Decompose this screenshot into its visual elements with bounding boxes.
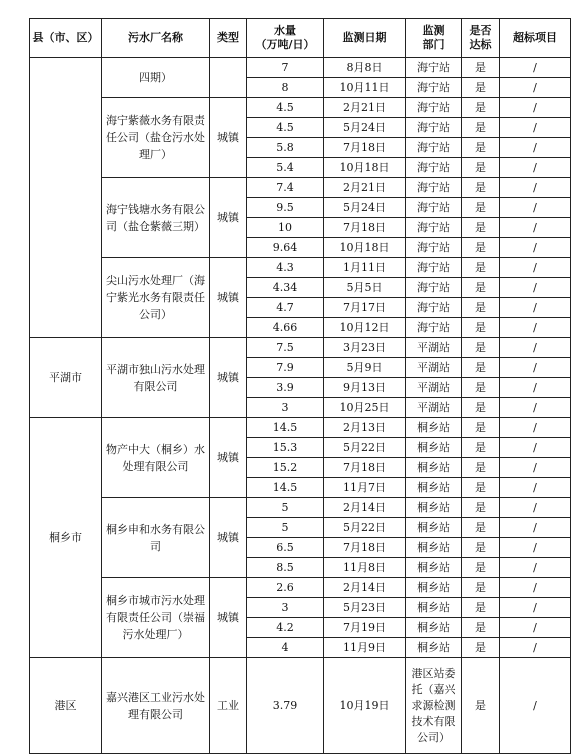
compliant-cell: 是 [462, 618, 500, 638]
plant-type-cell: 城镇 [210, 418, 247, 498]
water-volume-cell: 14.5 [247, 478, 324, 498]
water-volume-cell: 15.2 [247, 458, 324, 478]
water-volume-cell: 7.9 [247, 358, 324, 378]
monitoring-dept-cell: 平湖站 [406, 378, 462, 398]
exceeded-items-cell: / [500, 398, 571, 418]
monitoring-date-cell: 11月7日 [324, 478, 406, 498]
header-water-volume: 水量 （万吨/日） [247, 19, 324, 58]
monitoring-date-cell: 8月8日 [324, 58, 406, 78]
header-exceeded-items: 超标项目 [500, 19, 571, 58]
water-volume-cell: 6.5 [247, 538, 324, 558]
plant-type-cell: 城镇 [210, 258, 247, 338]
plant-name-cell: 物产中大（桐乡）水处理有限公司 [102, 418, 210, 498]
monitoring-dept-cell: 海宁站 [406, 178, 462, 198]
monitoring-dept-cell: 桐乡站 [406, 498, 462, 518]
header-compliant: 是否 达标 [462, 19, 500, 58]
compliant-cell: 是 [462, 218, 500, 238]
exceeded-items-cell: / [500, 158, 571, 178]
table-row [30, 578, 571, 598]
water-volume-cell: 2.6 [247, 578, 324, 598]
compliant-cell: 是 [462, 418, 500, 438]
monitoring-date-cell: 2月21日 [324, 178, 406, 198]
monitoring-dept-cell: 海宁站 [406, 278, 462, 298]
compliant-cell: 是 [462, 198, 500, 218]
water-volume-cell: 8 [247, 78, 324, 98]
exceeded-items-cell: / [500, 138, 571, 158]
water-volume-cell: 3 [247, 398, 324, 418]
monitoring-date-cell: 5月22日 [324, 438, 406, 458]
water-volume-cell: 7 [247, 58, 324, 78]
exceeded-items-cell: / [500, 318, 571, 338]
county-cell [30, 58, 102, 338]
plant-name-cell: 四期） [102, 58, 210, 98]
monitoring-date-cell: 7月18日 [324, 538, 406, 558]
compliant-cell: 是 [462, 318, 500, 338]
monitoring-dept-cell: 桐乡站 [406, 598, 462, 618]
monitoring-date-cell: 2月14日 [324, 498, 406, 518]
compliant-cell: 是 [462, 458, 500, 478]
exceeded-items-cell: / [500, 518, 571, 538]
compliant-cell: 是 [462, 78, 500, 98]
monitoring-date-cell: 5月24日 [324, 118, 406, 138]
exceeded-items-cell: / [500, 438, 571, 458]
exceeded-items-cell: / [500, 538, 571, 558]
plant-name-cell: 海宁钱塘水务有限公司（盐仓紫薇三期） [102, 178, 210, 258]
monitoring-date-cell: 10月11日 [324, 78, 406, 98]
monitoring-dept-cell: 海宁站 [406, 78, 462, 98]
compliant-cell: 是 [462, 278, 500, 298]
exceeded-items-cell: / [500, 238, 571, 258]
monitoring-dept-cell: 平湖站 [406, 338, 462, 358]
county-cell: 桐乡市 [30, 418, 102, 658]
compliant-cell: 是 [462, 298, 500, 318]
exceeded-items-cell: / [500, 358, 571, 378]
water-volume-cell: 4.2 [247, 618, 324, 638]
exceeded-items-cell: / [500, 418, 571, 438]
monitoring-dept-cell: 桐乡站 [406, 478, 462, 498]
monitoring-dept-cell: 海宁站 [406, 158, 462, 178]
header-type: 类型 [210, 19, 247, 58]
table-row [30, 58, 571, 78]
monitoring-date-cell: 10月19日 [324, 658, 406, 754]
water-volume-cell: 10 [247, 218, 324, 238]
plant-type-cell: 城镇 [210, 338, 247, 418]
exceeded-items-cell: / [500, 198, 571, 218]
monitoring-date-cell: 3月23日 [324, 338, 406, 358]
compliant-cell: 是 [462, 98, 500, 118]
plant-name-cell: 桐乡市城市污水处理有限责任公司（崇福污水处理厂） [102, 578, 210, 658]
exceeded-items-cell: / [500, 378, 571, 398]
exceeded-items-cell: / [500, 598, 571, 618]
compliant-cell: 是 [462, 658, 500, 754]
compliant-cell: 是 [462, 638, 500, 658]
monitoring-dept-cell: 海宁站 [406, 118, 462, 138]
monitoring-dept-cell: 海宁站 [406, 98, 462, 118]
header-monitoring-dept: 监测 部门 [406, 19, 462, 58]
compliant-cell: 是 [462, 438, 500, 458]
water-volume-cell: 9.64 [247, 238, 324, 258]
water-volume-cell: 5.8 [247, 138, 324, 158]
monitoring-date-cell: 2月14日 [324, 578, 406, 598]
monitoring-date-cell: 10月25日 [324, 398, 406, 418]
compliant-cell: 是 [462, 358, 500, 378]
monitoring-date-cell: 7月18日 [324, 138, 406, 158]
water-volume-cell: 5 [247, 498, 324, 518]
exceeded-items-cell: / [500, 458, 571, 478]
water-volume-cell: 4.3 [247, 258, 324, 278]
monitoring-date-cell: 5月9日 [324, 358, 406, 378]
compliant-cell: 是 [462, 178, 500, 198]
monitoring-date-cell: 7月17日 [324, 298, 406, 318]
water-volume-cell: 7.4 [247, 178, 324, 198]
exceeded-items-cell: / [500, 618, 571, 638]
table-row [30, 338, 571, 358]
monitoring-dept-cell: 海宁站 [406, 58, 462, 78]
water-volume-cell: 9.5 [247, 198, 324, 218]
monitoring-dept-cell: 海宁站 [406, 138, 462, 158]
exceeded-items-cell: / [500, 58, 571, 78]
compliant-cell: 是 [462, 238, 500, 258]
monitoring-dept-cell: 桐乡站 [406, 558, 462, 578]
monitoring-dept-cell: 桐乡站 [406, 518, 462, 538]
monitoring-date-cell: 7月18日 [324, 458, 406, 478]
compliant-cell: 是 [462, 158, 500, 178]
water-volume-cell: 4 [247, 638, 324, 658]
monitoring-date-cell: 10月18日 [324, 238, 406, 258]
exceeded-items-cell: / [500, 118, 571, 138]
water-volume-cell: 15.3 [247, 438, 324, 458]
plant-name-cell: 平湖市独山污水处理有限公司 [102, 338, 210, 418]
water-volume-cell: 4.5 [247, 118, 324, 138]
plant-type-cell: 城镇 [210, 178, 247, 258]
monitoring-dept-cell: 桐乡站 [406, 438, 462, 458]
exceeded-items-cell: / [500, 658, 571, 754]
header-county: 县（市、区） [30, 19, 102, 58]
exceeded-items-cell: / [500, 178, 571, 198]
monitoring-dept-cell: 桐乡站 [406, 418, 462, 438]
exceeded-items-cell: / [500, 558, 571, 578]
monitoring-date-cell: 11月8日 [324, 558, 406, 578]
exceeded-items-cell: / [500, 578, 571, 598]
monitoring-date-cell: 5月22日 [324, 518, 406, 538]
exceeded-items-cell: / [500, 278, 571, 298]
plant-type-cell: 城镇 [210, 578, 247, 658]
exceeded-items-cell: / [500, 98, 571, 118]
water-volume-cell: 5 [247, 518, 324, 538]
monitoring-dept-cell: 桐乡站 [406, 618, 462, 638]
compliant-cell: 是 [462, 478, 500, 498]
exceeded-items-cell: / [500, 478, 571, 498]
water-volume-cell: 7.5 [247, 338, 324, 358]
water-volume-cell: 4.5 [247, 98, 324, 118]
table-row [30, 98, 571, 118]
exceeded-items-cell: / [500, 638, 571, 658]
monitoring-dept-cell: 平湖站 [406, 358, 462, 378]
water-volume-cell: 14.5 [247, 418, 324, 438]
monitoring-date-cell: 2月21日 [324, 98, 406, 118]
monitoring-date-cell: 7月18日 [324, 218, 406, 238]
water-volume-cell: 3.79 [247, 658, 324, 754]
monitoring-date-cell: 9月13日 [324, 378, 406, 398]
monitoring-dept-cell: 海宁站 [406, 238, 462, 258]
monitoring-date-cell: 2月13日 [324, 418, 406, 438]
monitoring-date-cell: 7月19日 [324, 618, 406, 638]
compliant-cell: 是 [462, 398, 500, 418]
table-row [30, 178, 571, 198]
monitoring-date-cell: 1月11日 [324, 258, 406, 278]
county-cell: 港区 [30, 658, 102, 754]
exceeded-items-cell: / [500, 258, 571, 278]
monitoring-dept-cell: 海宁站 [406, 318, 462, 338]
table-body [30, 58, 571, 754]
compliant-cell: 是 [462, 378, 500, 398]
water-volume-cell: 5.4 [247, 158, 324, 178]
plant-type-cell: 城镇 [210, 98, 247, 178]
monitoring-dept-cell: 海宁站 [406, 218, 462, 238]
water-volume-cell: 4.7 [247, 298, 324, 318]
compliant-cell: 是 [462, 518, 500, 538]
compliant-cell: 是 [462, 578, 500, 598]
compliant-cell: 是 [462, 598, 500, 618]
plant-name-cell: 嘉兴港区工业污水处理有限公司 [102, 658, 210, 754]
monitoring-dept-cell: 平湖站 [406, 398, 462, 418]
monitoring-date-cell: 11月9日 [324, 638, 406, 658]
compliant-cell: 是 [462, 338, 500, 358]
table-header-row [30, 19, 571, 58]
monitoring-dept-cell: 桐乡站 [406, 578, 462, 598]
compliant-cell: 是 [462, 558, 500, 578]
exceeded-items-cell: / [500, 498, 571, 518]
header-plant-name: 污水厂名称 [102, 19, 210, 58]
monitoring-date-cell: 5月5日 [324, 278, 406, 298]
sewage-plant-monitoring-table [29, 18, 571, 754]
monitoring-date-cell: 5月24日 [324, 198, 406, 218]
monitoring-dept-cell: 桐乡站 [406, 538, 462, 558]
table-row [30, 658, 571, 754]
monitoring-date-cell: 10月18日 [324, 158, 406, 178]
county-cell: 平湖市 [30, 338, 102, 418]
header-monitoring-date: 监测日期 [324, 19, 406, 58]
table-row [30, 498, 571, 518]
monitoring-table-container [29, 18, 571, 754]
plant-name-cell: 尖山污水处理厂（海宁紫光水务有限责任公司） [102, 258, 210, 338]
water-volume-cell: 3 [247, 598, 324, 618]
compliant-cell: 是 [462, 538, 500, 558]
monitoring-dept-cell: 桐乡站 [406, 458, 462, 478]
compliant-cell: 是 [462, 118, 500, 138]
water-volume-cell: 3.9 [247, 378, 324, 398]
plant-type-cell: 城镇 [210, 498, 247, 578]
monitoring-dept-cell: 桐乡站 [406, 638, 462, 658]
water-volume-cell: 4.66 [247, 318, 324, 338]
monitoring-dept-cell: 海宁站 [406, 298, 462, 318]
monitoring-dept-cell: 海宁站 [406, 258, 462, 278]
compliant-cell: 是 [462, 58, 500, 78]
plant-name-cell: 桐乡申和水务有限公司 [102, 498, 210, 578]
plant-type-cell [210, 58, 247, 98]
table-row [30, 418, 571, 438]
compliant-cell: 是 [462, 498, 500, 518]
compliant-cell: 是 [462, 138, 500, 158]
compliant-cell: 是 [462, 258, 500, 278]
exceeded-items-cell: / [500, 298, 571, 318]
exceeded-items-cell: / [500, 338, 571, 358]
monitoring-dept-cell: 海宁站 [406, 198, 462, 218]
plant-type-cell: 工业 [210, 658, 247, 754]
exceeded-items-cell: / [500, 78, 571, 98]
plant-name-cell: 海宁紫薇水务有限责任公司（盐仓污水处理厂） [102, 98, 210, 178]
exceeded-items-cell: / [500, 218, 571, 238]
table-row [30, 258, 571, 278]
water-volume-cell: 4.34 [247, 278, 324, 298]
monitoring-dept-cell: 港区站委托（嘉兴求源检测技术有限公司） [406, 658, 462, 754]
water-volume-cell: 8.5 [247, 558, 324, 578]
monitoring-date-cell: 10月12日 [324, 318, 406, 338]
monitoring-date-cell: 5月23日 [324, 598, 406, 618]
